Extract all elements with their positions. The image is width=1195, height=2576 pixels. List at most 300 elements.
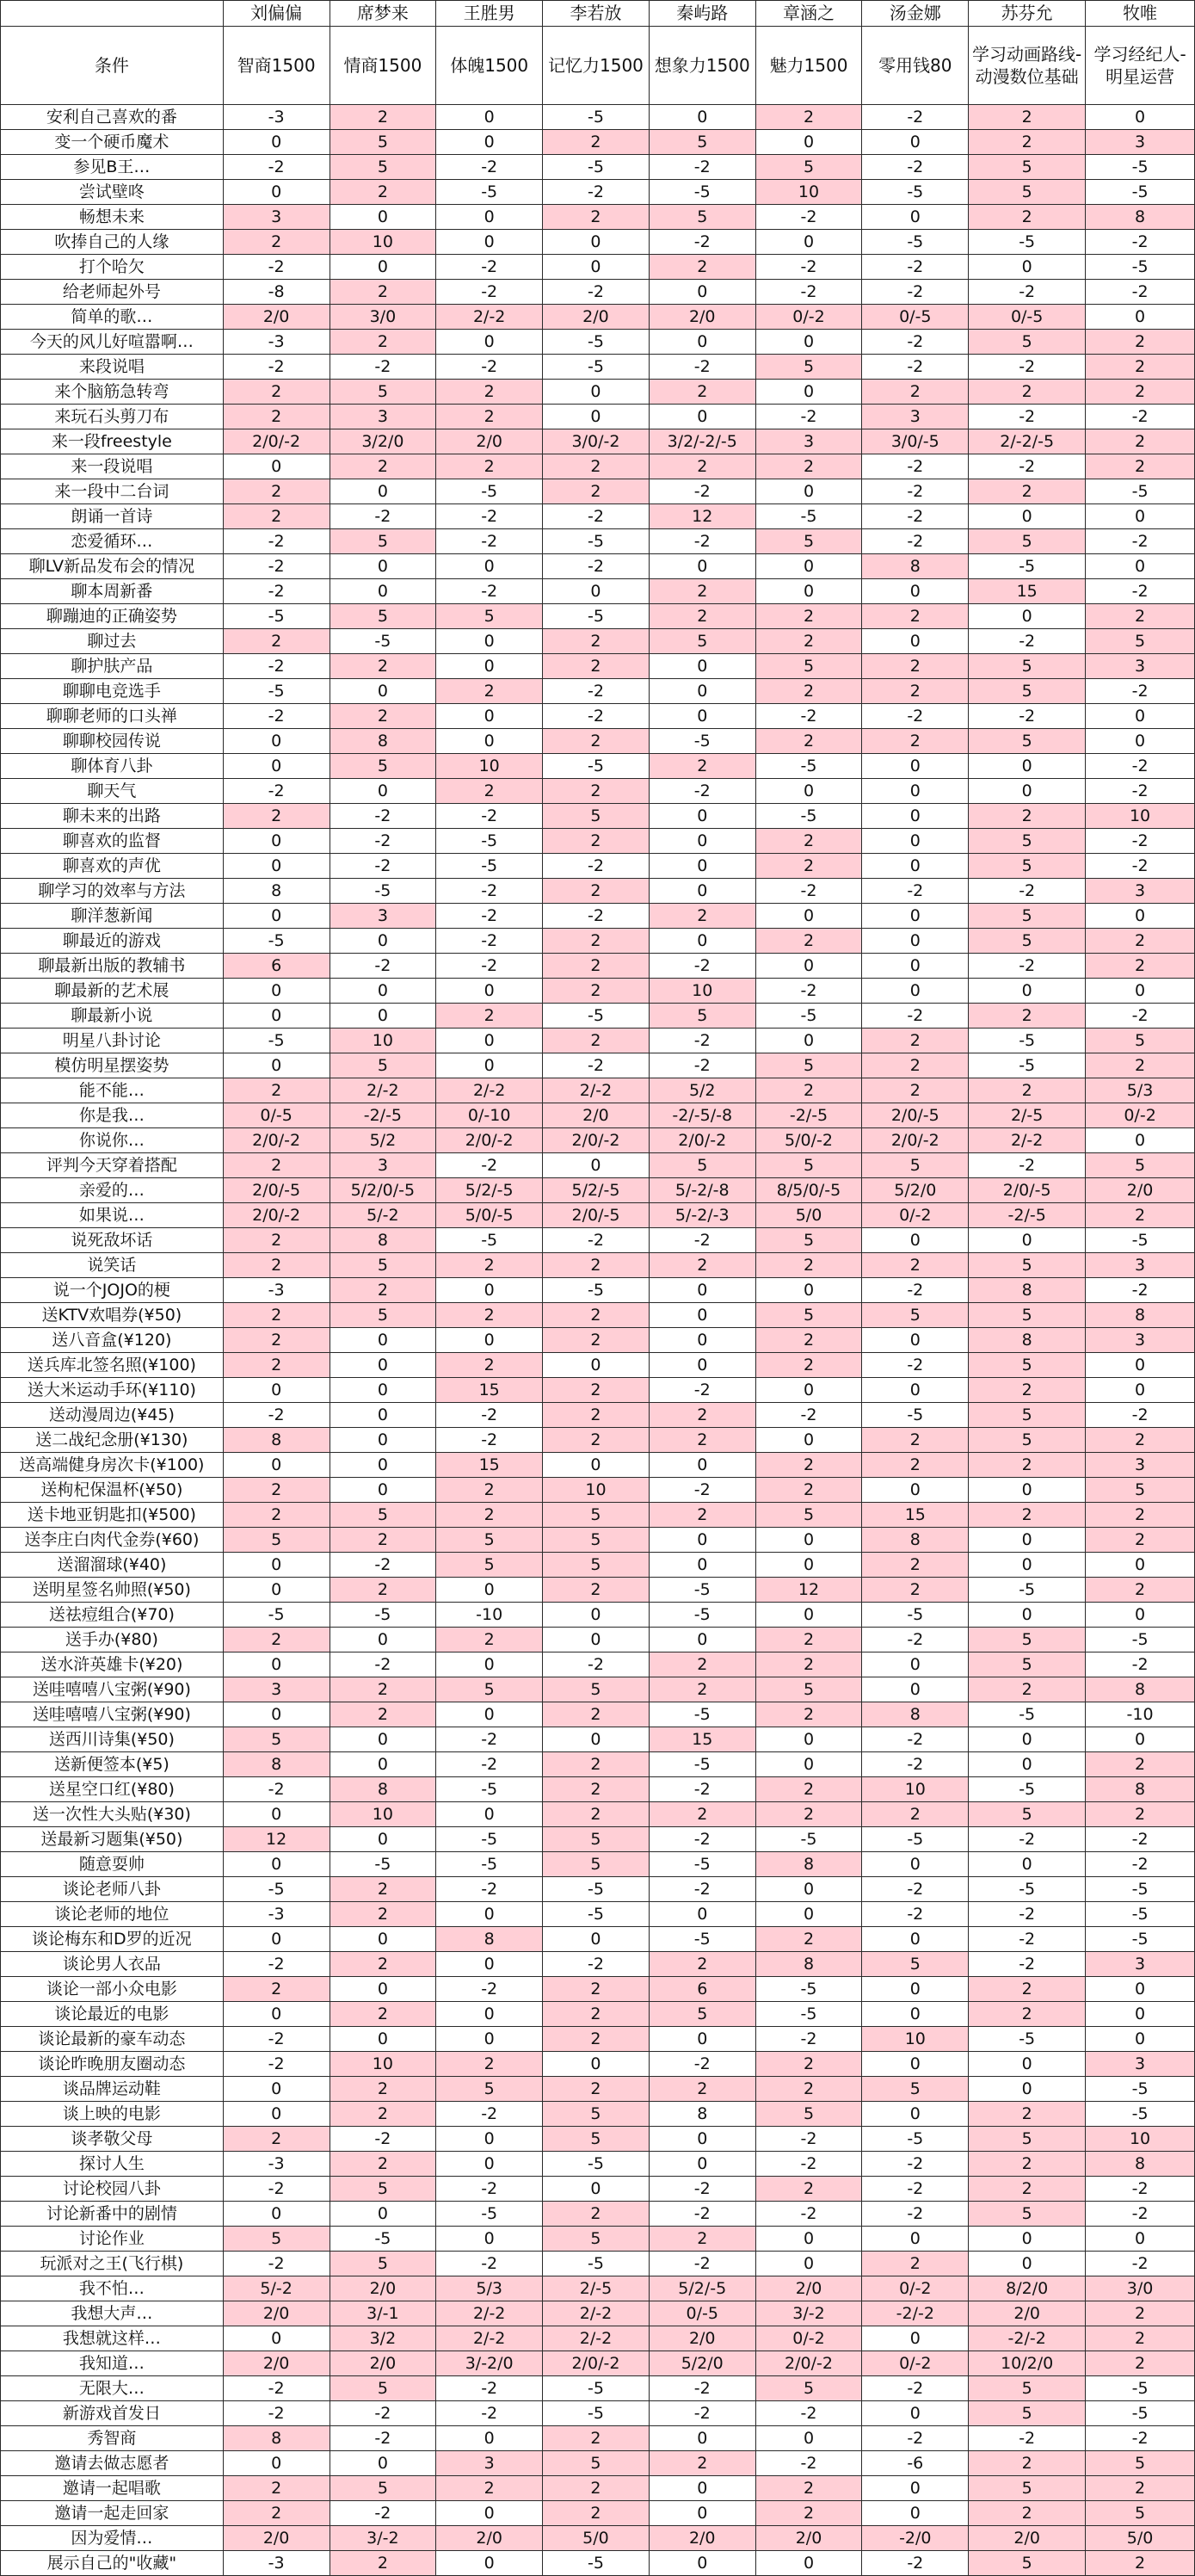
value-cell: 8 bbox=[223, 879, 330, 904]
value-cell: -2 bbox=[862, 255, 969, 280]
value-cell: 3/-1 bbox=[330, 2301, 436, 2326]
value-cell: 5 bbox=[649, 130, 755, 155]
value-cell: 5 bbox=[969, 829, 1086, 854]
condition-cell: 我想大声… bbox=[1, 2301, 224, 2326]
value-cell: -5 bbox=[543, 529, 650, 554]
value-cell: -5 bbox=[543, 330, 650, 355]
character-name: 席梦来 bbox=[330, 1, 436, 27]
table-row bbox=[1, 1004, 1195, 1029]
value-cell: 2 bbox=[436, 1628, 543, 1652]
value-cell: 2 bbox=[543, 2202, 650, 2227]
condition-cell: 谈论老师的地位 bbox=[1, 1902, 224, 1927]
value-cell: 0 bbox=[969, 1553, 1086, 1578]
value-cell: 0 bbox=[436, 2027, 543, 2052]
value-cell: -5 bbox=[969, 1702, 1086, 1727]
table-row bbox=[1, 2077, 1195, 2102]
value-cell: 2 bbox=[330, 2077, 436, 2102]
value-cell: 0 bbox=[330, 1927, 436, 1952]
value-cell: 2 bbox=[1086, 2476, 1195, 2501]
value-cell: 10 bbox=[649, 979, 755, 1004]
value-cell: -2 bbox=[330, 804, 436, 829]
value-cell: 5 bbox=[755, 1228, 862, 1253]
value-cell: -2 bbox=[223, 2052, 330, 2077]
condition-cell: 送水浒英雄卡(¥20) bbox=[1, 1652, 224, 1677]
value-cell: 2 bbox=[862, 679, 969, 704]
value-cell: 0 bbox=[649, 879, 755, 904]
value-cell: -5 bbox=[969, 1578, 1086, 1603]
table-row bbox=[1, 754, 1195, 779]
value-cell: 2 bbox=[755, 454, 862, 479]
value-cell: 2 bbox=[330, 704, 436, 729]
value-cell: 2 bbox=[223, 230, 330, 255]
table-row bbox=[1, 679, 1195, 704]
value-cell: 0 bbox=[862, 2326, 969, 2351]
value-cell: 0 bbox=[1086, 1378, 1195, 1403]
value-cell: 5 bbox=[969, 1253, 1086, 1278]
value-cell: 5 bbox=[330, 1503, 436, 1528]
value-cell: -2 bbox=[223, 1777, 330, 1802]
value-cell: 3 bbox=[1086, 1453, 1195, 1478]
value-cell: 0 bbox=[755, 479, 862, 504]
value-cell: 5/-2 bbox=[223, 2276, 330, 2301]
value-cell: -2 bbox=[436, 504, 543, 529]
value-cell: 2 bbox=[330, 454, 436, 479]
value-cell: -2 bbox=[862, 1877, 969, 1902]
condition-cell: 讨论校园八卦 bbox=[1, 2177, 224, 2202]
value-cell: 0 bbox=[862, 779, 969, 804]
value-cell: 2/0/-2 bbox=[862, 1128, 969, 1153]
value-cell: 0 bbox=[1086, 979, 1195, 1004]
condition-cell: 聊最近的游戏 bbox=[1, 929, 224, 954]
table-row bbox=[1, 2202, 1195, 2227]
value-cell: 2/0 bbox=[223, 2526, 330, 2551]
value-cell: 2 bbox=[330, 2002, 436, 2027]
value-cell: 2/0 bbox=[755, 2526, 862, 2551]
value-cell: 0 bbox=[755, 1029, 862, 1053]
value-cell: -2 bbox=[862, 704, 969, 729]
value-cell: 2 bbox=[543, 879, 650, 904]
value-cell: -2 bbox=[436, 1403, 543, 1428]
value-cell: 3/0 bbox=[330, 305, 436, 330]
table-row bbox=[1, 829, 1195, 854]
value-cell: 6 bbox=[649, 1977, 755, 2002]
condition-cell: 讨论作业 bbox=[1, 2227, 224, 2252]
value-cell: 0 bbox=[862, 1927, 969, 1952]
value-cell: 5 bbox=[1086, 2451, 1195, 2476]
value-cell: 2 bbox=[1086, 1528, 1195, 1553]
value-cell: -5 bbox=[969, 1777, 1086, 1802]
value-cell: 2 bbox=[755, 2052, 862, 2077]
value-cell: -5 bbox=[1086, 479, 1195, 504]
value-cell: -3 bbox=[223, 330, 330, 355]
value-cell: 2 bbox=[330, 105, 436, 130]
table-row bbox=[1, 1353, 1195, 1378]
value-cell: 5 bbox=[862, 2077, 969, 2102]
condition-cell: 玩派对之王(飞行棋) bbox=[1, 2252, 224, 2276]
value-cell: 2 bbox=[755, 2177, 862, 2202]
value-cell: -2 bbox=[862, 2376, 969, 2401]
value-cell: 0 bbox=[223, 1553, 330, 1578]
value-cell: -2 bbox=[223, 554, 330, 579]
value-cell: 0 bbox=[755, 1603, 862, 1628]
value-cell: 10 bbox=[755, 180, 862, 205]
value-cell: 2 bbox=[543, 2077, 650, 2102]
value-cell: 8/5/0/-5 bbox=[755, 1178, 862, 1203]
value-cell: 0 bbox=[755, 554, 862, 579]
value-cell: 0 bbox=[330, 205, 436, 230]
value-cell: 0 bbox=[436, 729, 543, 754]
value-cell: 0 bbox=[969, 1228, 1086, 1253]
value-cell: 2 bbox=[223, 1977, 330, 2002]
value-cell: 5 bbox=[969, 2376, 1086, 2401]
table-row bbox=[1, 954, 1195, 979]
table-row bbox=[1, 1553, 1195, 1578]
value-cell: 2 bbox=[543, 1752, 650, 1777]
value-cell: -2 bbox=[755, 2451, 862, 2476]
value-cell: -5 bbox=[543, 355, 650, 380]
value-cell: -5 bbox=[649, 1927, 755, 1952]
condition-cell: 因为爱情… bbox=[1, 2526, 224, 2551]
value-cell: 5 bbox=[969, 1353, 1086, 1378]
value-cell: 3/-2 bbox=[330, 2526, 436, 2551]
value-cell: 8 bbox=[862, 1702, 969, 1727]
value-cell: 2/0/-2 bbox=[436, 1128, 543, 1153]
value-cell: 2 bbox=[330, 1877, 436, 1902]
value-cell: 2 bbox=[649, 1652, 755, 1677]
value-cell: 2 bbox=[330, 1278, 436, 1303]
table-row bbox=[1, 1128, 1195, 1153]
value-cell: 2 bbox=[969, 2501, 1086, 2526]
value-cell: -2/0 bbox=[862, 2526, 969, 2551]
value-cell: -2 bbox=[649, 529, 755, 554]
value-cell: -2 bbox=[223, 2177, 330, 2202]
value-cell: 0 bbox=[330, 2451, 436, 2476]
table-row bbox=[1, 2027, 1195, 2052]
value-cell: -2 bbox=[1086, 579, 1195, 604]
table-row bbox=[1, 1029, 1195, 1053]
value-cell: 5 bbox=[330, 155, 436, 180]
value-cell: -2 bbox=[436, 1977, 543, 2002]
value-cell: 2 bbox=[969, 130, 1086, 155]
value-cell: -2 bbox=[649, 1029, 755, 1053]
value-cell: -2 bbox=[649, 1877, 755, 1902]
condition-cell: 聊天气 bbox=[1, 779, 224, 804]
value-cell: 5 bbox=[969, 1652, 1086, 1677]
value-cell: -2 bbox=[543, 704, 650, 729]
value-cell: 0 bbox=[330, 679, 436, 704]
value-cell: 0 bbox=[862, 2401, 969, 2426]
value-cell: -5 bbox=[330, 629, 436, 654]
value-cell: 0 bbox=[436, 1702, 543, 1727]
value-cell: 0/-5 bbox=[862, 305, 969, 330]
value-cell: 2 bbox=[223, 380, 330, 405]
value-cell: 0 bbox=[862, 904, 969, 929]
value-cell: 0 bbox=[330, 1428, 436, 1453]
value-cell: 0 bbox=[969, 255, 1086, 280]
value-cell: 0 bbox=[755, 579, 862, 604]
condition-cell: 探讨人生 bbox=[1, 2152, 224, 2177]
value-cell: 5 bbox=[969, 904, 1086, 929]
condition-cell: 聊聊老师的口头禅 bbox=[1, 704, 224, 729]
condition-cell: 来段说唱 bbox=[1, 355, 224, 380]
value-cell: 0 bbox=[223, 854, 330, 879]
value-cell: 0 bbox=[862, 1478, 969, 1503]
value-cell: 10 bbox=[1086, 804, 1195, 829]
table-row bbox=[1, 1078, 1195, 1103]
value-cell: 0 bbox=[1086, 1128, 1195, 1153]
value-cell: 8 bbox=[330, 729, 436, 754]
value-cell: -5 bbox=[862, 230, 969, 255]
value-cell: 0/-2 bbox=[755, 2326, 862, 2351]
value-cell: 2 bbox=[755, 629, 862, 654]
value-cell: 0 bbox=[755, 1278, 862, 1303]
value-cell: -3 bbox=[223, 1278, 330, 1303]
stat-requirement: 学习经纪人-明星运营 bbox=[1086, 27, 1195, 105]
value-cell: 8 bbox=[1086, 205, 1195, 230]
table-row bbox=[1, 1752, 1195, 1777]
condition-cell: 聊喜欢的监督 bbox=[1, 829, 224, 854]
value-cell: 2 bbox=[649, 579, 755, 604]
value-cell: 0 bbox=[330, 1004, 436, 1029]
value-cell: -2 bbox=[223, 529, 330, 554]
value-cell: 2 bbox=[862, 1078, 969, 1103]
condition-cell: 送八音盒(¥120) bbox=[1, 1328, 224, 1353]
value-cell: -2 bbox=[223, 2027, 330, 2052]
value-cell: 3/0/-5 bbox=[862, 429, 969, 454]
table-row bbox=[1, 1453, 1195, 1478]
value-cell: -8 bbox=[223, 280, 330, 305]
value-cell: 2 bbox=[436, 679, 543, 704]
value-cell: 2 bbox=[755, 1628, 862, 1652]
condition-cell: 来玩石头剪刀布 bbox=[1, 405, 224, 429]
condition-cell: 打个哈欠 bbox=[1, 255, 224, 280]
value-cell: 0 bbox=[223, 1053, 330, 1078]
condition-cell: 送星空口红(¥80) bbox=[1, 1777, 224, 1802]
value-cell: -5 bbox=[649, 1702, 755, 1727]
value-cell: -2 bbox=[1086, 280, 1195, 305]
value-cell: -2 bbox=[755, 879, 862, 904]
value-cell: 5/-2/-3 bbox=[649, 1203, 755, 1228]
value-cell: -2 bbox=[969, 454, 1086, 479]
value-cell: 3/-2 bbox=[755, 2301, 862, 2326]
value-cell: 0 bbox=[223, 454, 330, 479]
table-row bbox=[1, 1503, 1195, 1528]
condition-cell: 谈论男人衣品 bbox=[1, 1952, 224, 1977]
value-cell: -5 bbox=[223, 929, 330, 954]
value-cell: 5 bbox=[755, 155, 862, 180]
value-cell: -2 bbox=[1086, 1852, 1195, 1877]
value-cell: 2 bbox=[755, 1353, 862, 1378]
value-cell: 0 bbox=[436, 554, 543, 579]
value-cell: -2 bbox=[649, 2202, 755, 2227]
value-cell: 0 bbox=[1086, 1727, 1195, 1752]
table-row bbox=[1, 2102, 1195, 2127]
value-cell: -5 bbox=[436, 479, 543, 504]
table-row bbox=[1, 1827, 1195, 1852]
condition-cell: 我不怕… bbox=[1, 2276, 224, 2301]
table-row bbox=[1, 1952, 1195, 1977]
value-cell: 0 bbox=[436, 2127, 543, 2152]
value-cell: 2 bbox=[755, 105, 862, 130]
value-cell: 0 bbox=[649, 554, 755, 579]
condition-cell: 新游戏首发日 bbox=[1, 2401, 224, 2426]
value-cell: 2 bbox=[969, 1503, 1086, 1528]
value-cell: -2 bbox=[649, 479, 755, 504]
table-row bbox=[1, 1628, 1195, 1652]
condition-cell: 给老师起外号 bbox=[1, 280, 224, 305]
character-name: 王胜男 bbox=[436, 1, 543, 27]
value-cell: 0 bbox=[862, 979, 969, 1004]
value-cell: 2/-2 bbox=[436, 1078, 543, 1103]
condition-cell: 聊最新出版的教辅书 bbox=[1, 954, 224, 979]
value-cell: 5 bbox=[755, 1503, 862, 1528]
value-cell: 2 bbox=[330, 2102, 436, 2127]
table-row bbox=[1, 1578, 1195, 1603]
value-cell: 5/2 bbox=[649, 1078, 755, 1103]
value-cell: 2 bbox=[436, 1353, 543, 1378]
condition-cell: 说一个JOJO的梗 bbox=[1, 1278, 224, 1303]
value-cell: -2 bbox=[436, 1752, 543, 1777]
value-cell: 0 bbox=[223, 829, 330, 854]
value-cell: 2 bbox=[862, 729, 969, 754]
condition-cell: 送李庄白肉代金券(¥60) bbox=[1, 1528, 224, 1553]
value-cell: 3 bbox=[1086, 654, 1195, 679]
value-cell: 8 bbox=[862, 554, 969, 579]
value-cell: 5 bbox=[330, 1053, 436, 1078]
value-cell: -2 bbox=[330, 854, 436, 879]
value-cell: 2/0/-2 bbox=[543, 2351, 650, 2376]
value-cell: 5 bbox=[543, 1553, 650, 1578]
value-cell: 5 bbox=[330, 2476, 436, 2501]
value-cell: -5 bbox=[1086, 255, 1195, 280]
value-cell: -2 bbox=[969, 405, 1086, 429]
value-cell: 0 bbox=[543, 2052, 650, 2077]
value-cell: 2 bbox=[543, 2426, 650, 2451]
table-row bbox=[1, 879, 1195, 904]
table-row bbox=[1, 1328, 1195, 1353]
value-cell: -5 bbox=[1086, 2102, 1195, 2127]
value-cell: -2 bbox=[543, 180, 650, 205]
value-cell: 2 bbox=[649, 754, 755, 779]
value-cell: 8 bbox=[1086, 1777, 1195, 1802]
value-cell: 0 bbox=[755, 1902, 862, 1927]
value-cell: 0 bbox=[436, 704, 543, 729]
value-cell: 2 bbox=[543, 954, 650, 979]
table-row bbox=[1, 2451, 1195, 2476]
table-row bbox=[1, 979, 1195, 1004]
value-cell: -2 bbox=[436, 579, 543, 604]
table-row bbox=[1, 929, 1195, 954]
value-cell: -2 bbox=[862, 1278, 969, 1303]
value-cell: -2 bbox=[649, 954, 755, 979]
condition-cell: 谈孝敬父母 bbox=[1, 2127, 224, 2152]
value-cell: 2 bbox=[649, 2451, 755, 2476]
value-cell: 5 bbox=[223, 2227, 330, 2252]
value-cell: -2 bbox=[649, 1827, 755, 1852]
table-row bbox=[1, 1528, 1195, 1553]
value-cell: 2 bbox=[330, 2551, 436, 2576]
value-cell: -2 bbox=[330, 954, 436, 979]
table-row bbox=[1, 2526, 1195, 2551]
value-cell: 8 bbox=[1086, 1677, 1195, 1702]
value-cell: -5 bbox=[1086, 1927, 1195, 1952]
value-cell: -2 bbox=[223, 1403, 330, 1428]
value-cell: 5/2/-5 bbox=[543, 1178, 650, 1203]
table-row bbox=[1, 629, 1195, 654]
condition-cell: 聊本周新番 bbox=[1, 579, 224, 604]
value-cell: 2 bbox=[330, 1902, 436, 1927]
value-cell: 0 bbox=[223, 2202, 330, 2227]
value-cell: -5 bbox=[649, 180, 755, 205]
value-cell: 0 bbox=[223, 754, 330, 779]
condition-cell: 谈论一部小众电影 bbox=[1, 1977, 224, 2002]
value-cell: -2 bbox=[223, 355, 330, 380]
value-cell: 15 bbox=[436, 1453, 543, 1478]
value-cell: 8 bbox=[223, 1428, 330, 1453]
value-cell: 2/0/-5 bbox=[543, 1203, 650, 1228]
value-cell: 0 bbox=[436, 1802, 543, 1827]
value-cell: 2 bbox=[1086, 2301, 1195, 2326]
value-cell: 2 bbox=[755, 1453, 862, 1478]
value-cell: 2 bbox=[755, 1652, 862, 1677]
value-cell: 0 bbox=[223, 1802, 330, 1827]
condition-cell: 秀智商 bbox=[1, 2426, 224, 2451]
value-cell: 5/3 bbox=[436, 2276, 543, 2301]
condition-cell: 谈论最近的电影 bbox=[1, 2002, 224, 2027]
value-cell: 2/0/-2 bbox=[755, 2351, 862, 2376]
value-cell: 5 bbox=[969, 654, 1086, 679]
value-cell: -2 bbox=[1086, 1004, 1195, 1029]
table-row bbox=[1, 2376, 1195, 2401]
value-cell: 5/2/0 bbox=[862, 1178, 969, 1203]
table-row bbox=[1, 1178, 1195, 1203]
value-cell: 2 bbox=[543, 454, 650, 479]
value-cell: 0/-2 bbox=[862, 2351, 969, 2376]
value-cell: 2 bbox=[969, 2002, 1086, 2027]
value-cell: -5 bbox=[223, 1877, 330, 1902]
value-cell: 3 bbox=[1086, 879, 1195, 904]
value-cell: -2/-5 bbox=[755, 1103, 862, 1128]
value-cell: -2 bbox=[1086, 829, 1195, 854]
value-cell: 2 bbox=[223, 1328, 330, 1353]
table-row bbox=[1, 729, 1195, 754]
value-cell: -2 bbox=[862, 1752, 969, 1777]
value-cell: 5/0/-5 bbox=[436, 1203, 543, 1228]
value-cell: 2 bbox=[223, 1353, 330, 1378]
value-cell: 5 bbox=[969, 1628, 1086, 1652]
value-cell: 5 bbox=[649, 1004, 755, 1029]
value-cell: 0 bbox=[330, 579, 436, 604]
value-cell: 2 bbox=[543, 2476, 650, 2501]
value-cell: 0 bbox=[649, 2426, 755, 2451]
value-cell: 2/0 bbox=[543, 1103, 650, 1128]
value-cell: -5 bbox=[543, 2401, 650, 2426]
condition-cell: 亲爱的… bbox=[1, 1178, 224, 1203]
value-cell: 5 bbox=[436, 2077, 543, 2102]
character-name: 牧唯 bbox=[1086, 1, 1195, 27]
value-cell: 5 bbox=[1086, 1153, 1195, 1178]
table-row bbox=[1, 155, 1195, 180]
value-cell: 2 bbox=[543, 2002, 650, 2027]
value-cell: 2 bbox=[330, 1677, 436, 1702]
table-row bbox=[1, 854, 1195, 879]
table-row bbox=[1, 1877, 1195, 1902]
value-cell: 2 bbox=[862, 1253, 969, 1278]
value-cell: 0 bbox=[862, 1378, 969, 1403]
value-cell: 0 bbox=[649, 1453, 755, 1478]
value-cell: 2 bbox=[223, 1503, 330, 1528]
value-cell: 2 bbox=[543, 929, 650, 954]
